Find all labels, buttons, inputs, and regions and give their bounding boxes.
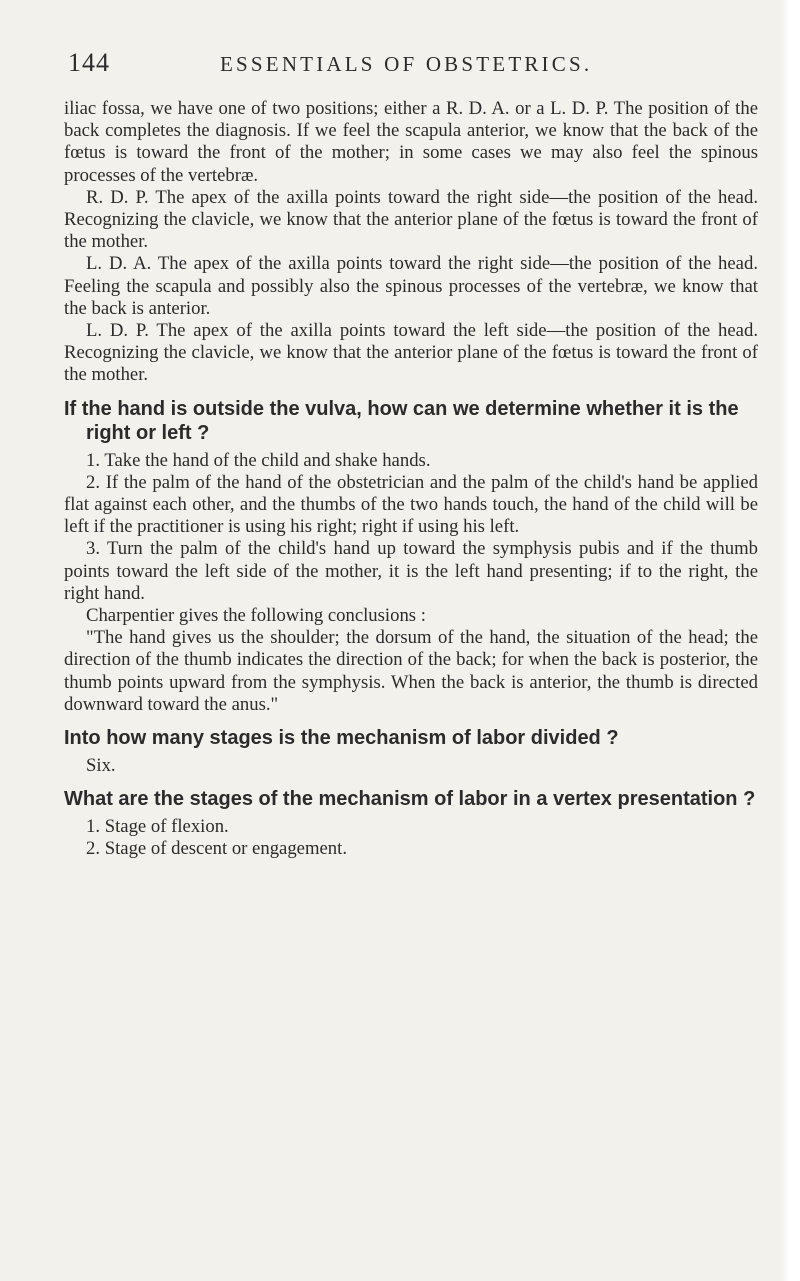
- page-header: [68, 48, 758, 88]
- list-item: 2. If the palm of the hand of the obstetrician and the palm of the child's hand be applied flat against each other, and the thumbs of the two hands touch, the hand of the child will be left if the practitioner is using his right; right if using his left.: [64, 471, 758, 538]
- page-number: 144: [68, 48, 110, 77]
- answer-six: Six.: [86, 755, 116, 777]
- list-item: 1. Stage of flexion.: [86, 816, 229, 838]
- paragraph-ldp: L. D. P. The apex of the axilla points toward the left side—the position of the head. Recognizing the clavicle, we know that the anterior plane of the fœtus is toward the front of the mother.: [64, 320, 758, 386]
- list-item: 1. Take the hand of the child and shake hands.: [86, 449, 431, 471]
- list-item: 3. Turn the palm of the child's hand up toward the symphysis pubis and if the thumb points toward the left side of the mother, it is the left hand presenting; if to the right, the right hand.: [64, 538, 758, 604]
- list-item: 2. Stage of descent or engagement.: [86, 838, 348, 860]
- page-body: [64, 98, 758, 861]
- running-title: ESSENTIALS OF OBSTETRICS.: [220, 52, 593, 76]
- paragraph-rdp: R. D. P. The apex of the axilla points toward the right side—the position of the head. Recognizing the clavicle, we know that the anterior plane of the fœtus is toward the front of the mother.: [64, 186, 758, 253]
- page-edge: [780, 0, 790, 1281]
- question-hand-right-or-left: If the hand is outside the vulva, how can we determine whether it is the right or left ?: [64, 397, 739, 444]
- question-mechanism-stages-count: Into how many stages is the mechanism of labor divided ?: [64, 727, 619, 750]
- question-vertex-stages: What are the stages of the mechanism of labor in a vertex presentation ?: [64, 788, 756, 811]
- paragraph-lda: L. D. A. The apex of the axilla points toward the right side—the position of the head. Feeling the scapula and possibly also the spinous processes of the vertebræ, we know that the back is anterior.: [64, 253, 758, 319]
- charpentier-intro: Charpentier gives the following conclusions :: [86, 605, 426, 627]
- charpentier-quote: "The hand gives us the shoulder; the dorsum of the hand, the situation of the head; the direction of the thumb indicates the direction of the back; for when the back is posterior, the thumb points upward from the symphysis. When the back is anterior, the thumb is directed downward toward the anus.": [64, 627, 758, 715]
- paragraph-iliac-fossa: iliac fossa, we have one of two positions; either a R. D. A. or a L. D. P. The position of the back completes the diagnosis. If we feel the scapula anterior, we know that the back of the fœtus is toward the front of the mother; in some cases we may also feel the spinous processes of the vertebræ.: [64, 98, 758, 186]
